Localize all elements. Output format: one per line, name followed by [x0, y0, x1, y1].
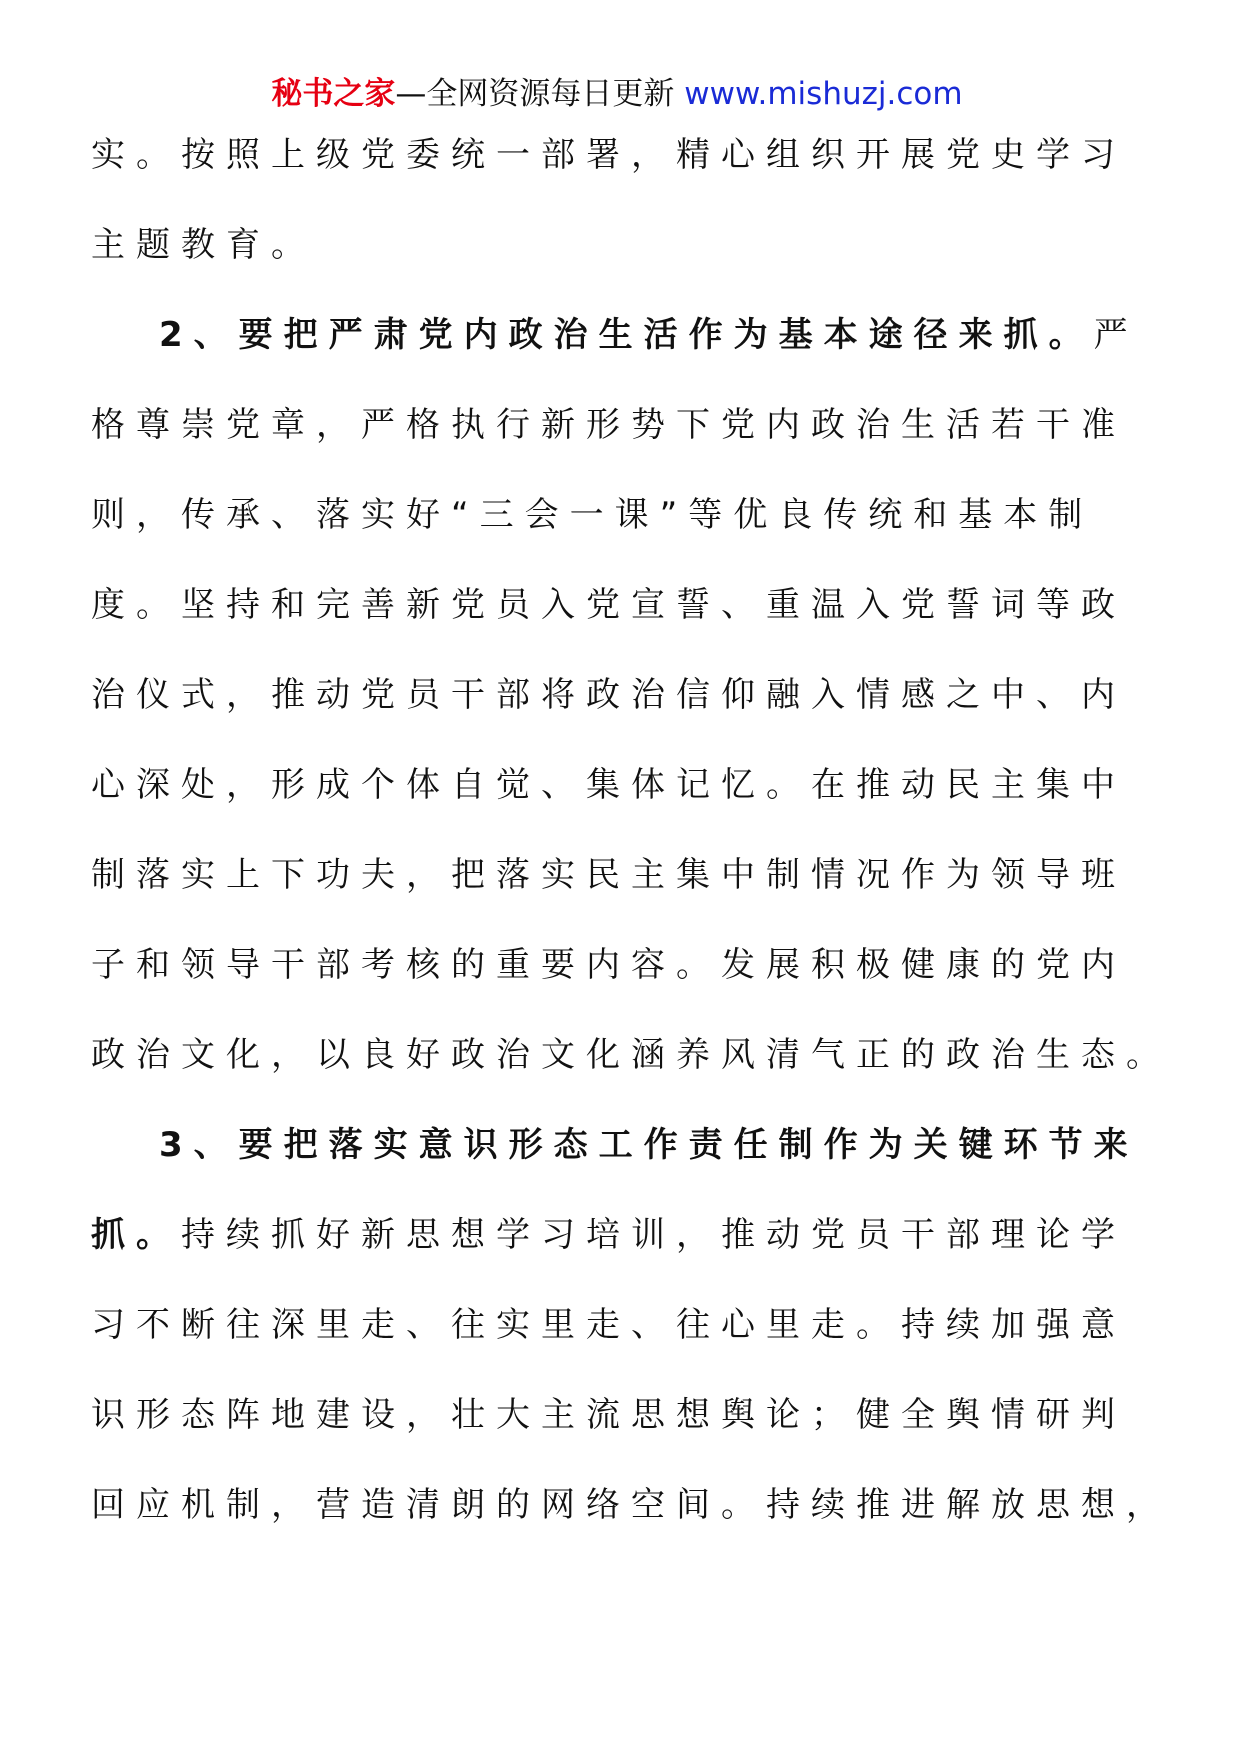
line-text: 则，传承、落实好“三会一课”等优良传统和基本制 — [91, 495, 1094, 535]
line-text: 回应机制，营造清朗的网络空间。持续推进解放思想， — [91, 1485, 1171, 1525]
text-line — [91, 1210, 1151, 1300]
text-line — [91, 220, 1151, 310]
text-line — [91, 670, 1151, 760]
text-line — [91, 1480, 1171, 1570]
line-text: 持续抓好新思想学习培训，推动党员干部理论学 — [181, 1215, 1126, 1255]
line-text: 严 — [1093, 315, 1139, 355]
line-text: 识形态阵地建设，壮大主流思想舆论；健全舆情研判 — [91, 1395, 1126, 1435]
section-heading-line — [91, 1120, 1151, 1210]
line-text: 制落实上下功夫，把落实民主集中制情况作为领导班 — [91, 855, 1126, 895]
text-line — [91, 130, 1151, 220]
site-brand: 秘书之家 — [271, 76, 396, 112]
line-text: 习不断往深里走、往实里走、往心里走。持续加强意 — [91, 1305, 1126, 1345]
line-text: 实。按照上级党委统一部署，精心组织开展党史学习 — [91, 135, 1126, 175]
text-line — [91, 580, 1151, 670]
line-text: 政治文化，以良好政治文化涵养风清气正的政治生态。 — [91, 1035, 1171, 1075]
line-text: 格尊崇党章，严格执行新形势下党内政治生活若干准 — [91, 405, 1126, 445]
section-heading-2: 2、要把严肃党内政治生活作为基本途径来抓。 — [159, 315, 1094, 355]
line-text: 治仪式，推动党员干部将政治信仰融入情感之中、内 — [91, 675, 1126, 715]
line-text: 度。坚持和完善新党员入党宣誓、重温入党誓词等政 — [91, 585, 1126, 625]
text-line — [91, 760, 1151, 850]
text-line — [91, 850, 1151, 940]
site-header — [0, 74, 1234, 114]
line-text: 主题教育。 — [91, 225, 316, 265]
text-line — [91, 1030, 1171, 1120]
text-line — [91, 400, 1151, 490]
section-heading-line — [91, 310, 1151, 400]
text-line — [91, 1300, 1151, 1390]
line-text: 子和领导干部考核的重要内容。发展积极健康的党内 — [91, 945, 1126, 985]
line-text: 心深处，形成个体自觉、集体记忆。在推动民主集中 — [91, 765, 1126, 805]
section-heading-3-continued: 抓。 — [91, 1215, 181, 1255]
document-body — [91, 130, 1171, 1570]
section-heading-3: 3、要把落实意识形态工作责任制作为关键环节来 — [159, 1125, 1139, 1165]
site-slogan: —全网资源每日更新 — [395, 76, 685, 112]
text-line — [91, 1390, 1151, 1480]
site-url-link[interactable]: www.mishuzj.com — [684, 76, 963, 112]
text-line — [91, 490, 1151, 580]
text-line — [91, 940, 1151, 1030]
